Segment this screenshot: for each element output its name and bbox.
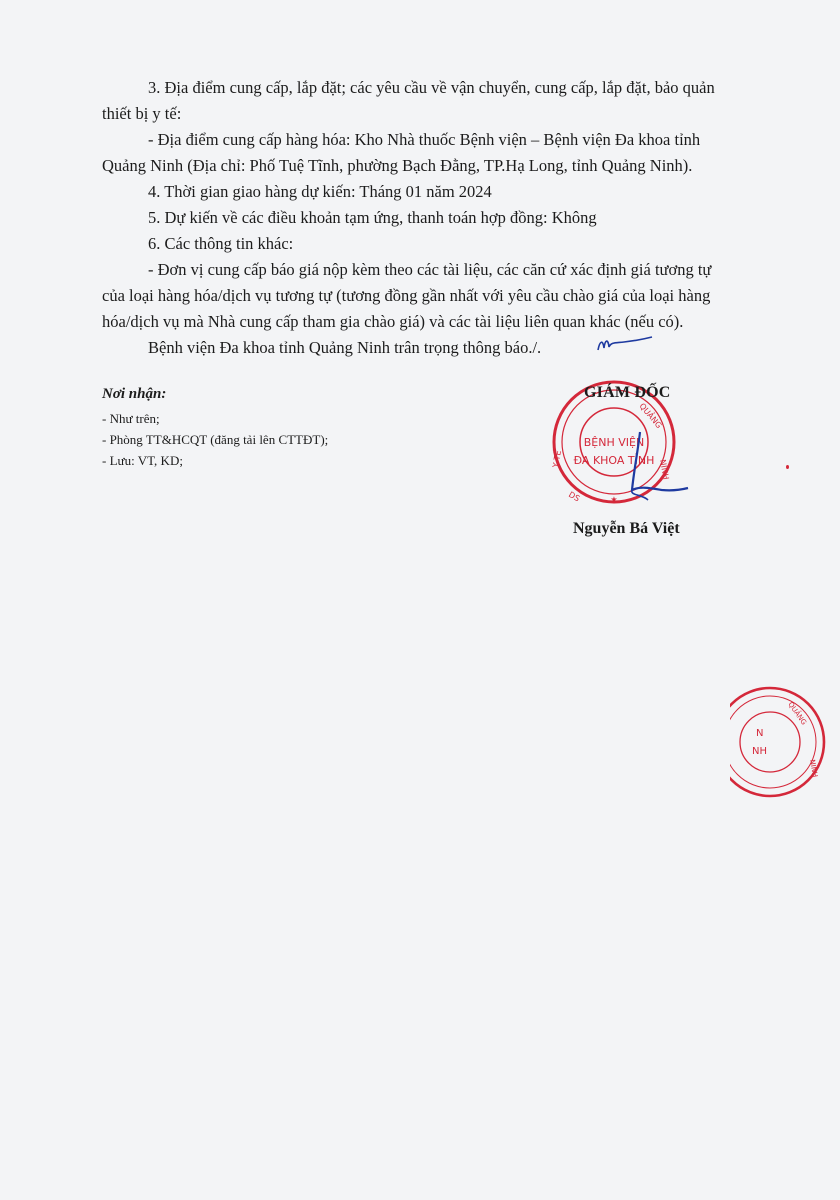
stamp-ring-bottom: DS <box>567 489 582 504</box>
section-3-line-2: thiết bị y tế: <box>102 104 182 123</box>
receiver-item: - Lưu: VT, KD; <box>102 453 183 468</box>
signer-name: Nguyễn Bá Việt <box>573 520 680 537</box>
delivery-location-line-1: - Địa điểm cung cấp hàng hóa: Kho Nhà thuốc Bệnh viện – Bệnh viện Đa khoa tỉnh <box>148 130 701 149</box>
initials-mark <box>594 334 654 356</box>
ink-speck <box>786 465 789 469</box>
receiver-item: - Như trên; <box>102 411 160 426</box>
receiver-item: - Phòng TT&HCQT (đăng tải lên CTTĐT); <box>102 432 329 447</box>
signature-scribble <box>622 430 694 510</box>
svg-text:★: ★ <box>610 495 618 504</box>
section-5-payment-terms: 5. Dự kiến về các điều khoản tạm ứng, thanh toán hợp đồng: Không <box>148 208 597 227</box>
other-info-line-2: của loại hàng hóa/dịch vụ tương tự (tương đồng gần nhất với yêu cầu chào giá của loại hàng <box>102 286 711 305</box>
partial-stamp-fragment-1: N <box>756 728 764 739</box>
stamp-ring-left: Y TẾ <box>551 449 563 469</box>
stamp-center-line-2: ĐA KHOA TỈNH <box>573 454 655 467</box>
stamp-ring-top: QUẢNG <box>637 401 664 431</box>
section-6-heading: 6. Các thông tin khác: <box>148 234 294 253</box>
receivers-title: Nơi nhận: <box>102 386 167 402</box>
closing-statement: Bệnh viện Đa khoa tỉnh Quảng Ninh trân trọng thông báo./. <box>148 338 542 357</box>
other-info-line-1: - Đơn vị cung cấp báo giá nộp kèm theo các tài liệu, các căn cứ xác định giá tương tự <box>148 260 712 279</box>
signature-title: GIÁM ĐỐC <box>584 384 671 401</box>
partial-stamp-ring-right: NINH <box>808 758 820 778</box>
section-3-line-1: 3. Địa điểm cung cấp, lắp đặt; các yêu cầu về vận chuyển, cung cấp, lắp đặt, bảo quản <box>148 78 715 97</box>
partial-stamp-ring-top: QUẢNG <box>786 700 808 727</box>
partial-stamp-fragment-2: NH <box>752 746 767 757</box>
stamp-center-line-1: BỆNH VIỆN <box>583 436 645 449</box>
partial-margin-stamp <box>730 680 840 812</box>
other-info-line-3: hóa/dịch vụ mà Nhà cung cấp tham gia chào giá) và các tài liệu liên quan khác (nếu có). <box>102 312 684 331</box>
section-4-delivery-time: 4. Thời gian giao hàng dự kiến: Tháng 01 năm 2024 <box>148 182 492 201</box>
delivery-location-line-2: Quảng Ninh (Địa chỉ: Phố Tuệ Tĩnh, phường Bạch Đằng, TP.Hạ Long, tỉnh Quảng Ninh). <box>102 156 693 175</box>
stamp-ring-right: NINH <box>658 458 671 481</box>
